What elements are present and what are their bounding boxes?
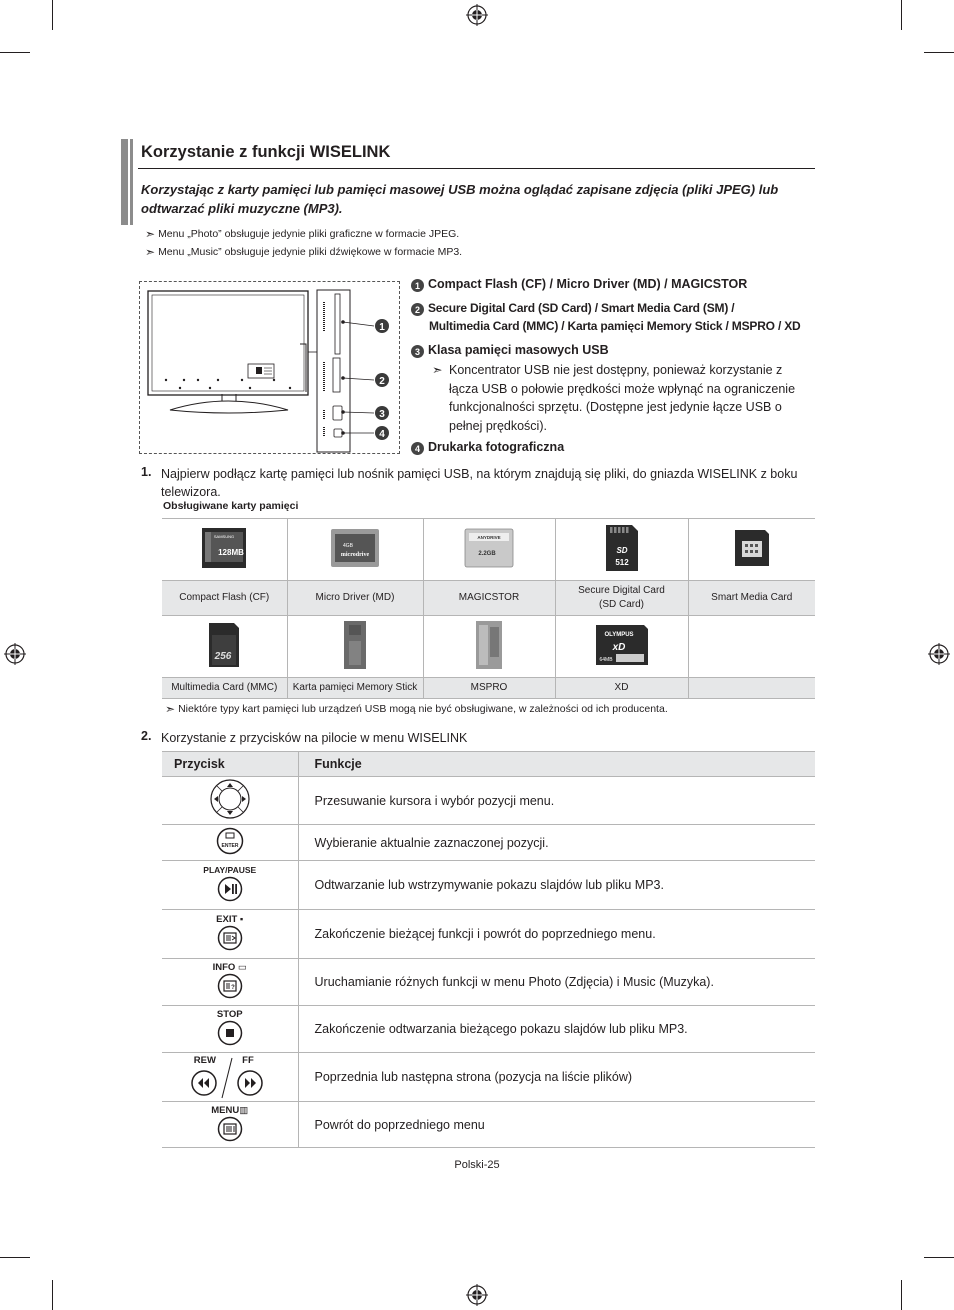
table-row (162, 861, 815, 910)
function-text: Poprzednia lub następna strona (pozycja na liście plików) (298, 1053, 815, 1102)
memory-stick-card-icon (340, 619, 370, 671)
crop-mark (52, 1280, 53, 1310)
table-row (162, 777, 815, 825)
button-label: MENU▥ (211, 1104, 249, 1116)
rew-ff-group (190, 1055, 270, 1099)
card-label: Micro Driver (MD) (287, 581, 423, 616)
compact-flash-card-icon (201, 525, 247, 571)
compatibility-note: ➣ Niektóre typy kart pamięci lub urządzeń USB mogą nie być obsługiwane, w zależności od ich producenta. (165, 702, 668, 716)
note-arrow-icon: ➣ (165, 702, 176, 716)
note-arrow-icon: ➣ (145, 245, 156, 259)
title-divider (138, 168, 815, 169)
crop-mark (901, 0, 902, 30)
mspro-card-icon (472, 619, 506, 671)
svg-text:128MB: 128MB (218, 548, 245, 557)
callout-4: 4 (379, 429, 385, 440)
smart-media-card-icon (732, 526, 772, 570)
page-number: Polski-25 (454, 1159, 500, 1171)
stop-button-icon (217, 1020, 243, 1046)
cards-image-row (162, 616, 815, 678)
table-row (162, 825, 815, 861)
card-label: Secure Digital Card (SD Card) (555, 581, 688, 616)
button-label: EXIT ▪ (216, 914, 244, 925)
enter-button-icon (216, 827, 244, 855)
svg-text:microdrive: microdrive (340, 552, 370, 558)
svg-text:xD: xD (612, 642, 625, 653)
svg-text:64MB: 64MB (598, 657, 613, 663)
svg-text:OLYMPUS: OLYMPUS (603, 632, 634, 638)
remote-buttons-table (162, 751, 815, 1148)
legend-item-2-cont: Multimedia Card (MMC) / Karta pamięci Memory Stick / MSPRO / XD (429, 319, 801, 333)
micro-drive-card-icon (329, 525, 381, 571)
registration-mark-icon (466, 4, 488, 26)
function-text: Przesuwanie kursora i wybór pozycji menu. (298, 777, 815, 825)
note-music: ➣ Menu „Music” obsługuje jedynie pliki dźwiękowe w formacie MP3. (145, 245, 463, 259)
magicstor-card-icon (463, 525, 515, 571)
header-accent-bar (121, 139, 128, 225)
crop-mark (0, 52, 30, 53)
registration-mark-icon (4, 643, 26, 665)
card-label: MAGICSTOR (423, 581, 555, 616)
card-label: Karta pamięci Memory Stick (287, 678, 423, 699)
svg-text:SD: SD (615, 546, 628, 555)
sd-card-icon (602, 523, 642, 573)
card-label: Compact Flash (CF) (162, 581, 287, 616)
step-1: 1. Najpierw podłącz kartę pamięci lub nośnik pamięci USB, na którym znajdują się pliki, do gniazda WISELINK z boku telewizora. (141, 465, 798, 499)
button-label: FF (242, 1055, 254, 1066)
tv-diagram (139, 281, 400, 454)
crop-mark (52, 0, 53, 30)
table-row (162, 910, 815, 959)
card-label: MSPRO (423, 678, 555, 699)
cards-label-row (162, 678, 815, 699)
svg-text:256: 256 (214, 651, 232, 662)
function-text: Uruchamianie różnych funkcji w menu Photo (Zdjęcia) i Music (Muzyka). (298, 959, 815, 1006)
button-label: REW (193, 1055, 216, 1066)
number-badge: 1 (411, 279, 424, 292)
table-row (162, 1102, 815, 1148)
function-text: Powrót do poprzedniego menu (298, 1102, 815, 1148)
legend-item-3: 3 Klasa pamięci masowych USB (411, 343, 609, 358)
button-label: PLAY/PAUSE (203, 865, 257, 875)
cards-image-row (162, 519, 815, 581)
crop-mark (901, 1280, 902, 1310)
separator-slash (220, 1057, 234, 1099)
number-badge: 3 (411, 345, 424, 358)
card-label: Smart Media Card (688, 581, 815, 616)
tv-rear-illustration (140, 282, 399, 453)
registration-mark-icon (466, 1284, 488, 1306)
note-photo: ➣ Menu „Photo” obsługuje jedynie pliki graficzne w formacie JPEG. (145, 227, 460, 241)
legend-item-2: 2 Secure Digital Card (SD Card) / Smart Media Card (SM) / (411, 301, 734, 316)
multimedia-card-icon (206, 621, 242, 669)
play-pause-button-icon (217, 876, 243, 902)
callout-2: 2 (379, 376, 385, 387)
fast-forward-button-icon (236, 1069, 264, 1097)
table-row (162, 1006, 815, 1053)
card-label: Multimedia Card (MMC) (162, 678, 287, 699)
button-label: INFO ▭ (212, 962, 247, 973)
callout-3: 3 (379, 409, 385, 420)
xd-card-icon (594, 623, 650, 667)
memory-cards-table (162, 518, 815, 699)
registration-mark-icon (928, 643, 950, 665)
cards-caption: Obsługiwane karty pamięci (163, 500, 299, 512)
cards-label-row (162, 581, 815, 616)
page-title: Korzystanie z funkcji WISELINK (141, 143, 391, 161)
note-arrow-icon: ➣ (145, 227, 156, 241)
crop-mark (924, 1257, 954, 1258)
function-text: Zakończenie bieżącej funkcji i powrót do poprzedniego menu. (298, 910, 815, 959)
number-badge: 4 (411, 442, 424, 455)
button-label: STOP (216, 1009, 243, 1020)
svg-text:SAMSUNG: SAMSUNG (214, 534, 235, 539)
callout-1: 1 (379, 322, 385, 333)
usb-note: ➣ Koncentrator USB nie jest dostępny, ponieważ korzystanie z łącza USB o połowie prędkości może wpłynąć na ograniczenie funkcjonalności sprzętu. (Dostępne jest jedynie łącze USB o pełnej prędkości). (432, 363, 796, 433)
crop-mark (0, 1257, 30, 1258)
navigation-pad-icon (209, 778, 251, 820)
crop-mark (924, 52, 954, 53)
table-row (162, 1053, 815, 1102)
header-accent-bar (130, 139, 133, 225)
note-arrow-icon: ➣ (432, 363, 443, 377)
legend-item-4: 4 Drukarka fotograficzna (411, 440, 564, 455)
exit-button-icon (217, 925, 243, 951)
svg-text:?: ? (230, 985, 235, 991)
function-text: Zakończenie odtwarzania bieżącego pokazu slajdów lub pliku MP3. (298, 1006, 815, 1053)
number-badge: 2 (411, 303, 424, 316)
intro-text: Korzystając z karty pamięci lub pamięci masowej USB można oglądać zapisane zdjęcia (pliki JPEG) lub odtwarzać pliki muzyczne (MP3). (141, 182, 779, 216)
card-label: XD (555, 678, 688, 699)
col-header-button: Przycisk (162, 752, 298, 777)
svg-text:ENTER: ENTER (221, 843, 239, 849)
rewind-button-icon (190, 1069, 218, 1097)
col-header-function: Funkcje (298, 752, 815, 777)
info-button-icon (217, 973, 243, 999)
card-label (688, 678, 815, 699)
svg-text:2.2GB: 2.2GB (478, 551, 496, 557)
step-2: 2. Korzystanie z przycisków na pilocie w menu WISELINK (141, 729, 468, 745)
menu-button-icon (217, 1116, 243, 1142)
svg-text:4GB: 4GB (343, 543, 354, 549)
function-text: Wybieranie aktualnie zaznaczonej pozycji. (298, 825, 815, 861)
svg-text:512: 512 (614, 558, 629, 567)
function-text: Odtwarzanie lub wstrzymywanie pokazu slajdów lub pliku MP3. (298, 861, 815, 910)
svg-text:ANYDRIVE: ANYDRIVE (477, 535, 501, 540)
table-row (162, 959, 815, 1006)
legend-item-1: 1 Compact Flash (CF) / Micro Driver (MD) / MAGICSTOR (411, 277, 747, 292)
